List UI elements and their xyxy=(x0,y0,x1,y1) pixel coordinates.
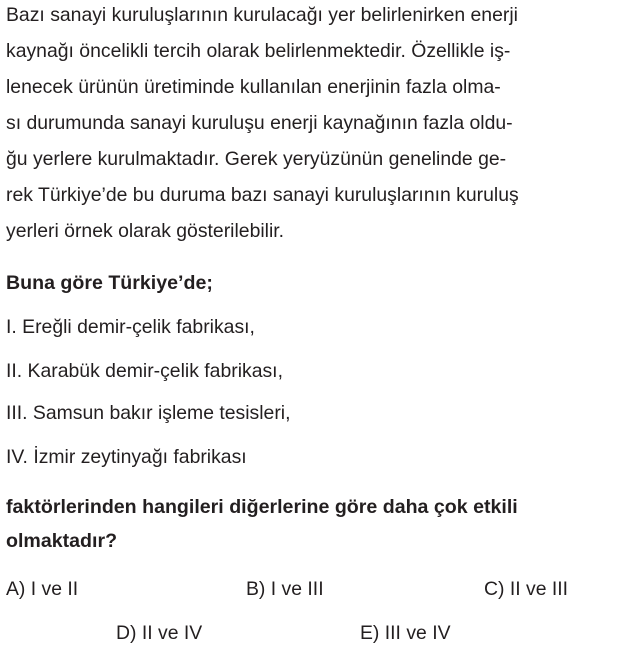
question-line: faktörlerinden hangileri diğerlerine göre daha çok etkili xyxy=(6,496,518,518)
list-item: I. Ereğli demir-çelik fabrikası, xyxy=(6,316,255,338)
passage-line: yerleri örnek olarak gösterilebilir. xyxy=(6,220,285,242)
passage-line: kaynağı öncelikli tercih olarak belirlenmektedir. Özellikle iş- xyxy=(6,40,511,62)
question-line: olmaktadır? xyxy=(6,530,118,552)
option-e[interactable]: E) III ve IV xyxy=(360,622,451,644)
passage-line: Bazı sanayi kuruluşlarının kurulacağı yer belirlenirken enerji xyxy=(6,4,518,26)
option-c[interactable]: C) II ve III xyxy=(484,578,569,600)
passage-line: rek Türkiye’de bu duruma bazı sanayi kuruluşlarının kuruluş xyxy=(6,184,519,206)
passage-line: ğu yerlere kurulmaktadır. Gerek yeryüzünün genelinde ge- xyxy=(6,148,507,170)
list-item: IV. İzmir zeytinyağı fabrikası xyxy=(6,446,247,468)
passage-line: sı durumunda sanayi kuruluşu enerji kaynağının fazla oldu- xyxy=(6,112,513,134)
list-item: III. Samsun bakır işleme tesisleri, xyxy=(6,402,291,424)
passage-line: lenecek ürünün üretiminde kullanılan enerjinin fazla olma- xyxy=(6,76,501,98)
lead-in: Buna göre Türkiye’de; xyxy=(6,272,213,294)
option-a[interactable]: A) I ve II xyxy=(6,578,79,600)
option-b[interactable]: B) I ve III xyxy=(246,578,324,600)
option-d[interactable]: D) II ve IV xyxy=(116,622,203,644)
list-item: II. Karabük demir-çelik fabrikası, xyxy=(6,360,283,382)
